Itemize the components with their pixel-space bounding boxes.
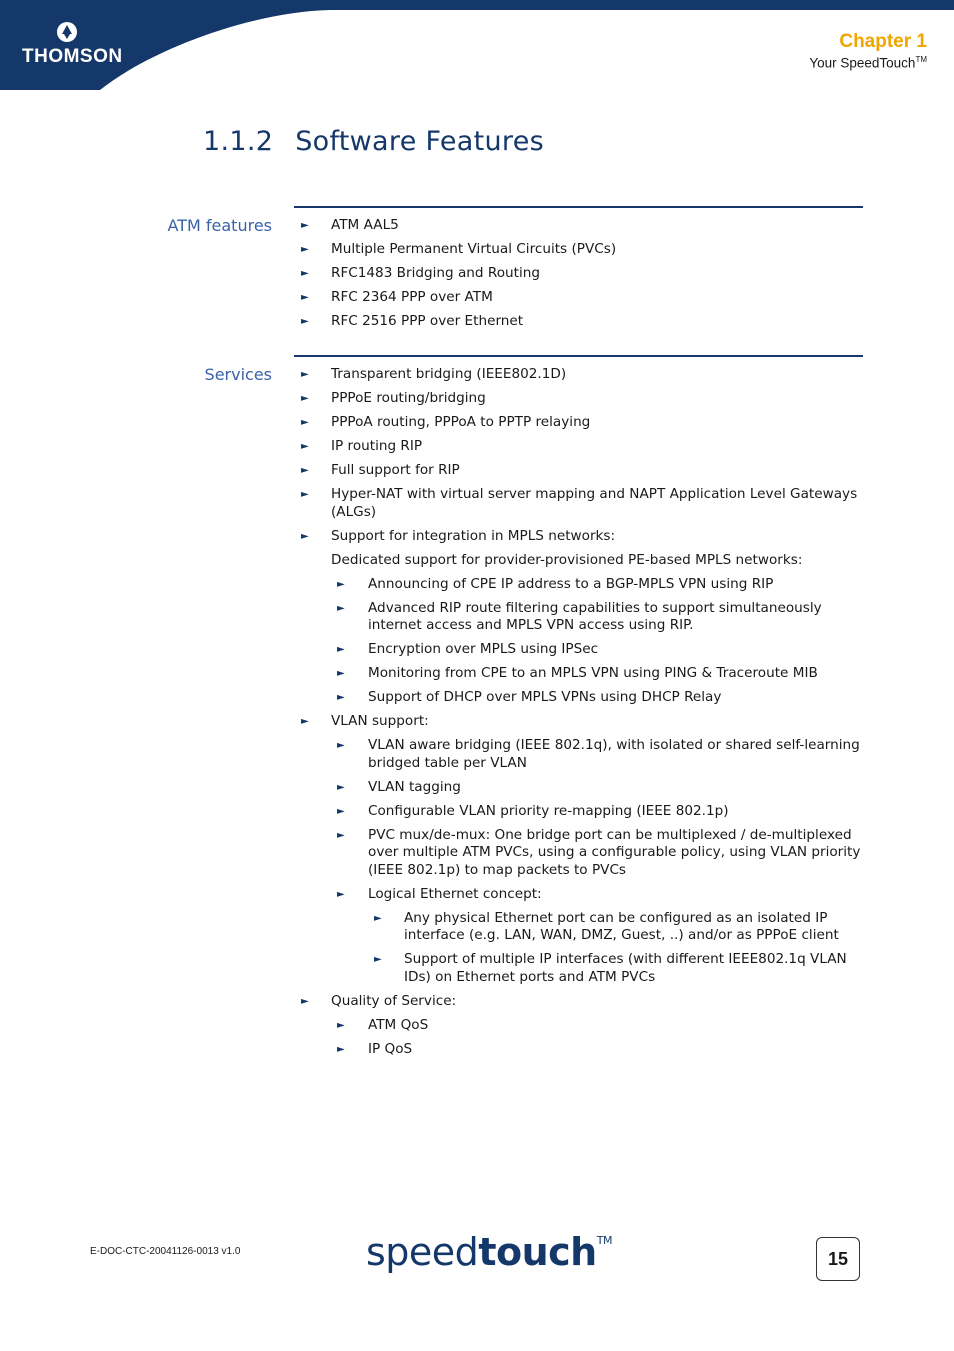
list-item-text: Quality of Service: (331, 992, 457, 1009)
brand-light-text: speed (366, 1230, 479, 1274)
bullet-arrow-icon: ► (337, 1043, 345, 1055)
list-item (294, 462, 864, 480)
list-item-text: RFC1483 Bridging and Routing (331, 265, 540, 281)
chapter-subtitle (809, 55, 927, 71)
bullet-arrow-icon: ► (337, 692, 345, 703)
list-item (294, 217, 864, 235)
list-item (294, 910, 864, 945)
header-banner (0, 0, 954, 100)
list-item (294, 803, 864, 821)
list-item-text: Multiple Permanent Virtual Circuits (PVCs) (331, 241, 617, 257)
bullet-arrow-icon: ► (301, 393, 309, 404)
bullet-arrow-icon: ► (301, 995, 309, 1007)
list-item (294, 779, 864, 797)
thomson-logo-icon (55, 20, 79, 44)
bullet-arrow-icon: ► (301, 530, 309, 542)
list-item (294, 576, 864, 594)
section-divider-services (294, 355, 863, 357)
bullet-arrow-icon: ► (337, 888, 345, 900)
list-item (294, 951, 864, 986)
bullet-arrow-icon: ► (374, 954, 382, 965)
page-number: 15 (816, 1237, 860, 1281)
list-item-text: Configurable VLAN priority re-mapping (IEEE 802.1p) (368, 802, 729, 819)
list-item (294, 265, 864, 283)
list-item-text: Any physical Ethernet port can be configured as an isolated IP interface (e.g. LAN, WAN, DMZ, Guest, ..) and/or as PPPoE client (404, 909, 839, 943)
list-item (294, 641, 864, 659)
list-item (294, 289, 864, 307)
document-code: E-DOC-CTC-20041126-0013 v1.0 (90, 1246, 241, 1257)
bullet-arrow-icon: ► (337, 602, 345, 614)
list-item-text: PVC mux/de-mux: One bridge port can be multiplexed / de-multiplexed over multiple ATM PVCs, using a configurable policy, using VLAN priority (IEEE 802.1p) to map packets to PVCs (368, 826, 861, 878)
bullet-arrow-icon: ► (337, 578, 345, 590)
list-item (294, 486, 864, 521)
list-item-text: VLAN aware bridging (IEEE 802.1q), with isolated or shared self-learning bridged table per VLAN (368, 737, 860, 771)
section-title-text: Software Features (295, 126, 545, 157)
bullet-arrow-icon: ► (301, 716, 309, 727)
chapter-label: Chapter 1 (839, 31, 927, 52)
atm-features-label: ATM features (167, 216, 272, 235)
list-item-text: Encryption over MPLS using IPSec (368, 641, 599, 657)
bullet-arrow-icon: ► (301, 244, 309, 255)
brand-trademark: TM (596, 1234, 612, 1247)
list-item (294, 737, 864, 772)
bullet-arrow-icon: ► (337, 740, 345, 751)
section-divider-atm (294, 206, 863, 208)
list-item (294, 528, 864, 546)
list-item-text: Support for integration in MPLS networks: (331, 527, 616, 544)
bullet-arrow-icon: ► (301, 268, 309, 279)
bullet-arrow-icon: ► (301, 465, 309, 476)
list-item-text: Hyper-NAT with virtual server mapping and NAPT Application Level Gateways (ALGs) (331, 486, 858, 520)
list-item (294, 438, 864, 456)
list-item-text: Advanced RIP route filtering capabilities to support simultaneously internet access and MPLS VPN access using RIP. (368, 599, 822, 633)
list-item-text: Full support for RIP (331, 462, 460, 478)
list-item (294, 689, 864, 707)
list-item-text: Announcing of CPE IP address to a BGP-MPLS VPN using RIP (368, 575, 774, 592)
list-item (294, 414, 864, 432)
bullet-arrow-icon: ► (337, 805, 345, 817)
list-item-text: Logical Ethernet concept: (368, 885, 542, 902)
bullet-arrow-icon: ► (337, 829, 345, 841)
list-item-text: VLAN tagging (368, 778, 461, 795)
speedtouch-logo (366, 1230, 612, 1274)
section-number: 1.1.2 (203, 126, 274, 157)
list-item-text: Support of DHCP over MPLS VPNs using DHCP Relay (368, 689, 722, 705)
bullet-arrow-icon: ► (301, 489, 309, 500)
services-list (294, 366, 864, 1065)
list-item-text: RFC 2516 PPP over Ethernet (331, 313, 524, 329)
list-item-text: Monitoring from CPE to an MPLS VPN using PING & Traceroute MIB (368, 665, 818, 681)
trademark-mark: TM (915, 55, 927, 64)
thomson-logo-text: THOMSON (22, 46, 123, 67)
list-item (294, 713, 864, 731)
bullet-arrow-icon: ► (337, 781, 345, 793)
list-item-text: PPPoE routing/bridging (331, 390, 486, 406)
bullet-arrow-icon: ► (301, 220, 309, 231)
services-label: Services (204, 365, 272, 384)
list-item (294, 241, 864, 259)
bullet-arrow-icon: ► (301, 369, 309, 380)
list-item-text: PPPoA routing, PPPoA to PPTP relaying (331, 414, 591, 430)
list-item-text: IP routing RIP (331, 438, 423, 454)
list-item-text: IP QoS (368, 1040, 413, 1057)
bullet-arrow-icon: ► (301, 292, 309, 303)
list-item (294, 886, 864, 904)
bullet-arrow-icon: ► (337, 668, 345, 679)
list-item-text: VLAN support: (331, 713, 429, 729)
list-item-text: Transparent bridging (IEEE802.1D) (331, 366, 567, 382)
list-item (294, 1017, 864, 1035)
list-item-text: ATM AAL5 (331, 217, 399, 233)
bullet-arrow-icon: ► (301, 316, 309, 327)
brand-bold-text: touch (478, 1230, 597, 1274)
list-item (294, 366, 864, 384)
bullet-arrow-icon: ► (337, 1019, 345, 1031)
mpls-note: Dedicated support for provider-provisioned PE-based MPLS networks: (331, 551, 803, 568)
bullet-arrow-icon: ► (337, 644, 345, 655)
list-item (294, 827, 864, 880)
list-item-text: RFC 2364 PPP over ATM (331, 289, 493, 305)
list-item (294, 993, 864, 1011)
chapter-subtitle-text: Your SpeedTouch (809, 55, 916, 71)
bullet-arrow-icon: ► (301, 417, 309, 428)
page-title (203, 126, 544, 157)
list-item (294, 390, 864, 408)
list-item (294, 313, 864, 331)
list-item-text: ATM QoS (368, 1016, 429, 1033)
list-item (294, 600, 864, 635)
bullet-arrow-icon: ► (301, 441, 309, 452)
list-item (294, 665, 864, 683)
atm-features-list (294, 217, 864, 337)
list-item (294, 1041, 864, 1059)
bullet-arrow-icon: ► (374, 912, 382, 924)
list-item-text: Support of multiple IP interfaces (with different IEEE802.1q VLAN IDs) on Ethernet ports and ATM PVCs (404, 951, 847, 985)
